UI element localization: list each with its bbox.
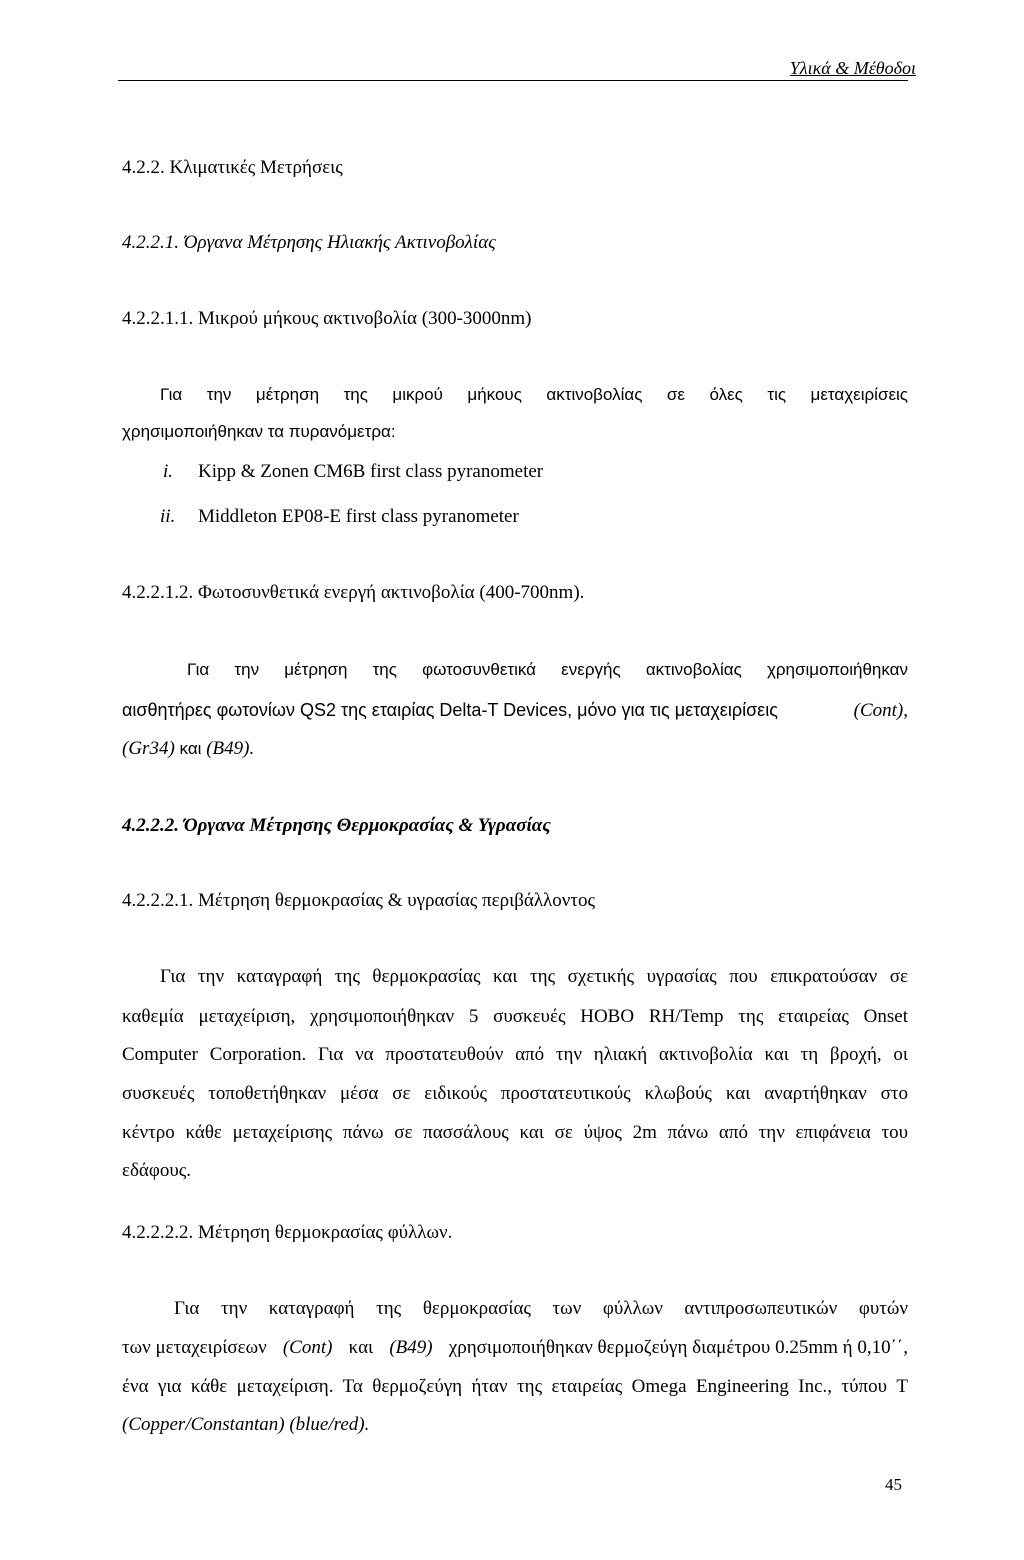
- paragraph-3-line-1: Για την καταγραφή της θερμοκρασίας και της σχετικής υγρασίας που επικρατούσαν σε: [160, 966, 908, 987]
- heading-4-2-2-1-2: 4.2.2.1.2. Φωτοσυνθετικά ενεργή ακτινοβολία (400-700nm).: [122, 582, 585, 603]
- conjunction-2: και: [348, 1337, 374, 1358]
- list-marker-1: i.: [163, 461, 174, 482]
- list-item-1: Kipp & Zonen CM6B first class pyranometer: [198, 461, 544, 482]
- treatment-b49-2: (B49): [389, 1337, 433, 1358]
- paragraph-3-line-5: κέντρο κάθε μεταχείρισης πάνω σε πασσάλους και σε ύψος 2m πάνω από την επιφάνεια του: [122, 1122, 908, 1143]
- page-number: 45: [885, 1475, 902, 1494]
- thermocouple-colors: (blue/red).: [289, 1414, 370, 1435]
- header-rule: [118, 80, 908, 81]
- treatment-cont: (Cont),: [853, 700, 908, 721]
- treatment-cont-2: (Cont): [282, 1337, 333, 1358]
- paragraph-2-line-2-text: αισθητήρες φωτονίων QS2 της εταιρίας Delta-T Devices, μόνο για τις μεταχειρίσεις: [122, 700, 778, 720]
- paragraph-4-line-2: [122, 1337, 908, 1359]
- running-header: Υλικά & Μέθοδοι: [789, 58, 916, 78]
- paragraph-4-line-1: Για την καταγραφή της θερμοκρασίας των φύλλων αντιπροσωπευτικών φυτών: [174, 1298, 908, 1319]
- paragraph-2-line-1: Για την μέτρηση της φωτοσυνθετικά ενεργής ακτινοβολίας χρησιμοποιήθηκαν: [187, 660, 908, 679]
- list-item-2: Middleton EP08-E first class pyranometer: [198, 506, 519, 527]
- paragraph-2-line-2: [122, 700, 908, 722]
- treatment-b49: (B49).: [206, 738, 255, 759]
- paragraph-4-line-4: [122, 1414, 369, 1436]
- heading-4-2-2-1-1: 4.2.2.1.1. Μικρού μήκους ακτινοβολία (300-3000nm): [122, 308, 532, 329]
- paragraph-3-line-2: καθεμία μεταχείριση, χρησιμοποιήθηκαν 5 συσκευές HOBO RH/Temp της εταιρείας Onset: [122, 1006, 908, 1027]
- heading-4-2-2: 4.2.2. Κλιματικές Μετρήσεις: [122, 157, 343, 178]
- paragraph-4-line-3: ένα για κάθε μεταχείριση. Τα θερμοζεύγη ήταν της εταιρείας Omega Engineering Inc., τύπου T: [122, 1376, 908, 1397]
- paragraph-2-line-3: [122, 738, 254, 760]
- paragraph-4-line-2-part-1: των μεταχειρίσεων: [122, 1337, 267, 1358]
- thermocouple-type: (Copper/Constantan): [122, 1414, 285, 1435]
- paragraph-1-line-1: Για την μέτρηση της μικρού μήκους ακτινοβολίας σε όλες τις μεταχειρίσεις: [160, 385, 908, 404]
- heading-4-2-2-2: 4.2.2.2. Όργανα Μέτρησης Θερμοκρασίας & Υγρασίας: [122, 815, 551, 836]
- paragraph-1-line-2: χρησιμοποιήθηκαν τα πυρανόμετρα:: [122, 422, 396, 441]
- heading-4-2-2-1: 4.2.2.1. Όργανα Μέτρησης Ηλιακής Ακτινοβολίας: [122, 232, 496, 253]
- paragraph-3-line-6: εδάφους.: [122, 1160, 192, 1181]
- paragraph-3-line-3: Computer Corporation. Για να προστατευθούν από την ηλιακή ακτινοβολία και τη βροχή, οι: [122, 1044, 908, 1065]
- list-marker-2: ii.: [160, 506, 176, 527]
- heading-4-2-2-2-1: 4.2.2.2.1. Μέτρηση θερμοκρασίας & υγρασίας περιβάλλοντος: [122, 890, 596, 911]
- treatment-gr34: (Gr34): [122, 738, 175, 759]
- paragraph-4-line-2-part-5: χρησιμοποιήθηκαν θερμοζεύγη διαμέτρου 0.25mm ή 0,10΄΄,: [448, 1337, 908, 1358]
- heading-4-2-2-2-2: 4.2.2.2.2. Μέτρηση θερμοκρασίας φύλλων.: [122, 1222, 453, 1243]
- paragraph-3-line-4: συσκευές τοποθετήθηκαν μέσα σε ειδικούς προστατευτικούς κλωβούς και αναρτήθηκαν στο: [122, 1083, 908, 1104]
- conjunction: και: [179, 739, 202, 758]
